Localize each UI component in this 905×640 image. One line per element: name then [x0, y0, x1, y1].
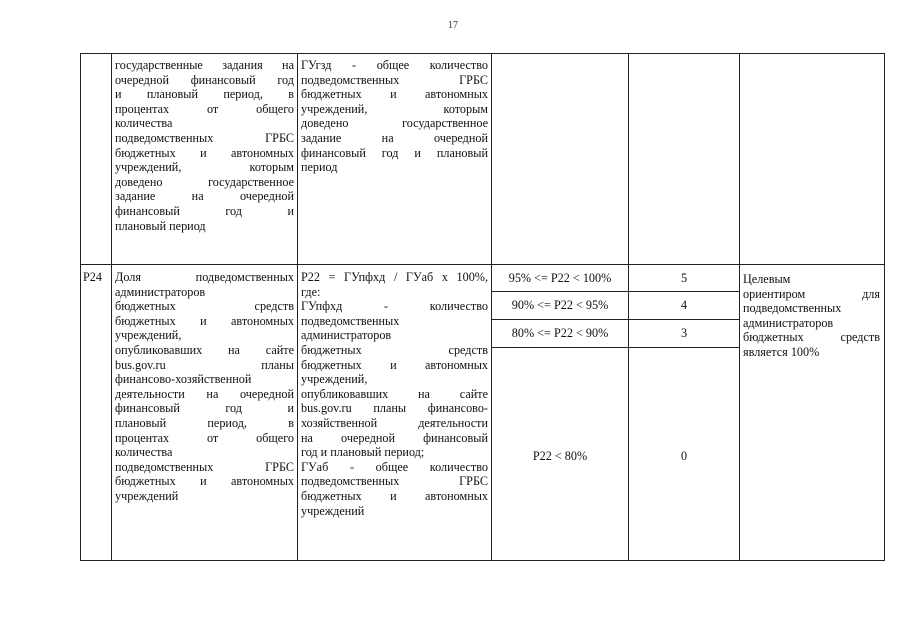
table-border-right — [884, 53, 885, 561]
condition-score: 5 — [680, 271, 688, 285]
column-divider — [739, 53, 740, 561]
table-border-top — [80, 53, 885, 54]
condition-range: P22 < 80% — [532, 449, 588, 463]
row-divider — [80, 264, 885, 265]
top-row-indicator-name: государственные задания на очередной финансовый год и плановый период, в процентах от общего количества подведомственных ГРБС бюджетных и автономных учреждений, которым доведено государственное задание на очередной финансовый год и плановый период — [115, 58, 294, 233]
p24-formula: P22 = ГУпфхд / ГУаб х 100%, где: ГУпфхд - количество подведомственных администраторов бюджетных средств бюджетных и автономных учреждений, опубликовавших на сайте bus.gov.ru планы финансово- хозяйственной деятельности на очередной финансовый год и плановый период; ГУаб - общее количество подведомственных ГРБС бюджетных и автономных учреждений — [301, 270, 488, 518]
condition-range: 80% <= P22 < 90% — [511, 326, 609, 340]
p24-indicator-name: Доля подведомственных администраторов бюджетных средств бюджетных и автономных учреждений, опубликовавших на сайте bus.gov.ru планы финансово-хозяйственной деятельности на очередной финансовый год и плановый период, в процентах от общего количества подведомственных ГРБС бюджетных и автономных учреждений — [115, 270, 294, 503]
condition-divider — [491, 319, 739, 320]
p24-code: P24 — [83, 270, 102, 284]
condition-score: 4 — [680, 298, 688, 312]
table-border-left — [80, 53, 81, 561]
condition-score: 3 — [680, 326, 688, 340]
table-border-bottom — [80, 560, 885, 561]
top-row-formula: ГУгзд - общее количество подведомственных ГРБС бюджетных и автономных учреждений, которым доведено государственное задание на очередной финансовый год и плановый период — [301, 58, 488, 175]
page-number: 17 — [448, 20, 458, 31]
condition-score: 0 — [680, 449, 688, 463]
column-divider — [111, 53, 112, 561]
condition-divider — [491, 347, 739, 348]
p24-target-note: Целевым ориентиром для подведомственных администраторов бюджетных средств является 100% — [743, 272, 880, 359]
column-divider — [297, 53, 298, 561]
condition-range: 90% <= P22 < 95% — [511, 298, 609, 312]
condition-range: 95% <= P22 < 100% — [508, 271, 612, 285]
condition-divider — [491, 291, 739, 292]
